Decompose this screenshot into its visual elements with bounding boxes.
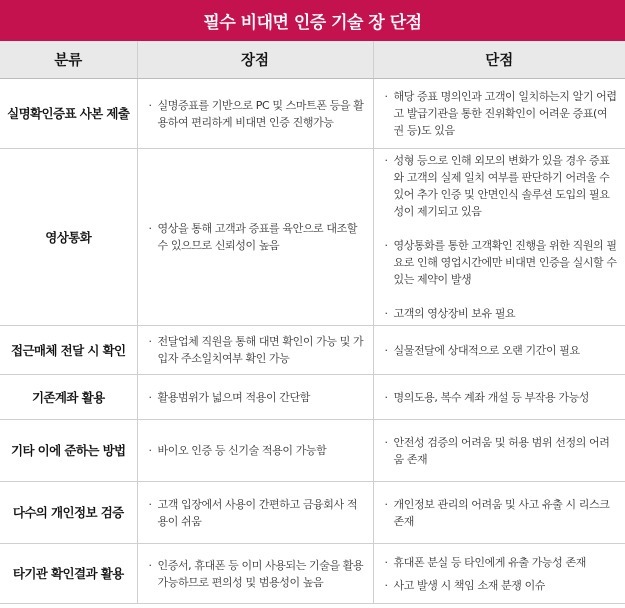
table-row xyxy=(0,326,625,375)
row-pros xyxy=(137,375,373,420)
row-cons xyxy=(373,375,625,420)
spacer xyxy=(384,220,618,237)
row-pros xyxy=(137,420,373,482)
cons-item: · 실물전달에 상대적으로 오랜 기간이 필요 xyxy=(384,342,618,359)
pros-item: · 고객 입장에서 사용이 간편하고 금융회사 적용이 쉬움 xyxy=(148,496,365,530)
pros-item: · 전달업체 직원을 통해 대면 확인이 가능 및 가입자 주소일치여부 확인 가능 xyxy=(148,333,365,367)
page-title: 필수 비대면 인증 기술 장 단점 xyxy=(0,0,625,41)
row-category: 접근매체 전달 시 확인 xyxy=(0,326,137,375)
pros-item: · 활용범위가 넓으며 적용이 간단함 xyxy=(148,389,365,406)
row-category: 다수의 개인정보 검증 xyxy=(0,482,137,544)
header-cons: 단점 xyxy=(373,41,625,79)
table-row xyxy=(0,375,625,420)
row-cons xyxy=(373,326,625,375)
cons-item: · 성형 등으로 인해 외모의 변화가 있을 경우 증표와 고객의 실제 일치 여부를 판단하기 어려울 수 있어 추가 인증 및 안면인식 솔루션 도입의 필요성이 제기되고 있음 xyxy=(384,152,618,220)
header-pros: 장점 xyxy=(137,41,373,79)
row-pros xyxy=(137,544,373,604)
table-row xyxy=(0,482,625,544)
row-cons xyxy=(373,420,625,482)
comparison-table xyxy=(0,41,625,604)
row-category: 기존계좌 활용 xyxy=(0,375,137,420)
pros-item: · 인증서, 휴대폰 등 이미 사용되는 기술을 활용 가능하므로 편의성 및 범용성이 높음 xyxy=(148,557,365,591)
row-cons xyxy=(373,544,625,604)
cons-item: · 개인정보 관리의 어려움 및 사고 유출 시 리스크 존재 xyxy=(384,496,618,530)
table-row xyxy=(0,544,625,604)
cons-item: · 영상통화를 통한 고객확인 진행을 위한 직원의 필요로 인해 영업시간에만 비대면 인증을 실시할 수 있는 제약이 발생 xyxy=(384,237,618,288)
pros-item: · 바이오 인증 등 신기술 적용이 가능함 xyxy=(148,442,365,459)
row-pros xyxy=(137,326,373,375)
cons-item: · 휴대폰 분실 등 타인에게 유출 가능성 존재 xyxy=(384,554,618,571)
row-category: 영상통화 xyxy=(0,149,137,326)
row-category: 기타 이에 준하는 방법 xyxy=(0,420,137,482)
pros-item: · 실명증표를 기반으로 PC 및 스마트폰 등을 활용하여 편리하게 비대면 인증 진행가능 xyxy=(148,97,365,131)
pros-item: · 영상을 통해 고객과 증표를 육안으로 대조할 수 있으므로 신뢰성이 높음 xyxy=(148,220,365,254)
spacer xyxy=(384,288,618,305)
cons-item: · 명의도용, 복수 계좌 개설 등 부작용 가능성 xyxy=(384,389,618,406)
cons-item: · 고객의 영상장비 보유 필요 xyxy=(384,305,618,322)
table-row xyxy=(0,420,625,482)
cons-item: · 사고 발생 시 책임 소재 분쟁 이슈 xyxy=(384,577,618,594)
row-cons xyxy=(373,149,625,326)
table-header-row xyxy=(0,41,625,79)
cons-item: · 해당 증표 명의인과 고객이 일치하는지 알기 어렵고 발급기관을 통한 진위확인이 어려운 증표(여권 등)도 있음 xyxy=(384,88,618,139)
row-category: 타기관 확인결과 활용 xyxy=(0,544,137,604)
row-cons xyxy=(373,482,625,544)
table-row xyxy=(0,149,625,326)
row-cons xyxy=(373,79,625,149)
table-row xyxy=(0,79,625,149)
row-pros xyxy=(137,149,373,326)
row-category: 실명확인증표 사본 제출 xyxy=(0,79,137,149)
row-pros xyxy=(137,482,373,544)
cons-item: · 안전성 검증의 어려움 및 허용 범위 선정의 어려움 존재 xyxy=(384,434,618,468)
row-pros xyxy=(137,79,373,149)
header-category: 분류 xyxy=(0,41,137,79)
